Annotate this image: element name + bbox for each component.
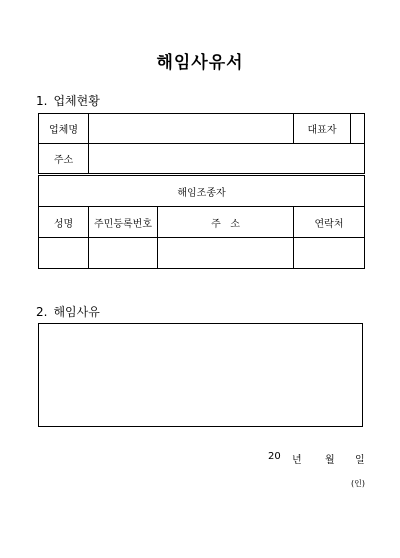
column-resident-number-header: 주민등록번호 [89,207,158,238]
column-contact-header: 연락처 [294,207,365,238]
section-number: 2. [36,305,48,319]
company-name-field[interactable] [89,114,294,144]
dismissal-reason-field[interactable] [38,323,363,427]
address-field[interactable] [89,144,365,175]
representative-cell [294,114,365,144]
document-title: 해임사유서 [156,53,244,73]
seal-mark: (인) [351,479,365,488]
section-title: 업체현황 [53,94,100,108]
operator-address-field[interactable] [158,238,294,269]
section-heading-company-status [36,92,100,109]
month-unit: 월 [325,455,335,466]
column-name-header: 성명 [39,207,89,238]
contact-field[interactable] [294,238,365,269]
resident-number-field[interactable] [89,238,158,269]
company-status-table [38,113,365,269]
representative-label: 대표자 [294,114,351,143]
year-prefix: 20 [268,451,281,462]
section-heading-dismissal-reason [36,303,100,320]
year-unit: 년 [292,455,302,466]
dismissed-operator-header: 해임조종자 [39,175,365,207]
column-address-header: 주 소 [158,207,294,238]
name-field[interactable] [39,238,89,269]
address-label: 주소 [39,144,89,175]
section-title: 해임사유 [53,305,100,319]
company-name-label: 업체명 [39,114,89,144]
representative-field[interactable] [351,114,364,143]
section-number: 1. [36,94,48,108]
day-unit: 일 [355,455,365,466]
